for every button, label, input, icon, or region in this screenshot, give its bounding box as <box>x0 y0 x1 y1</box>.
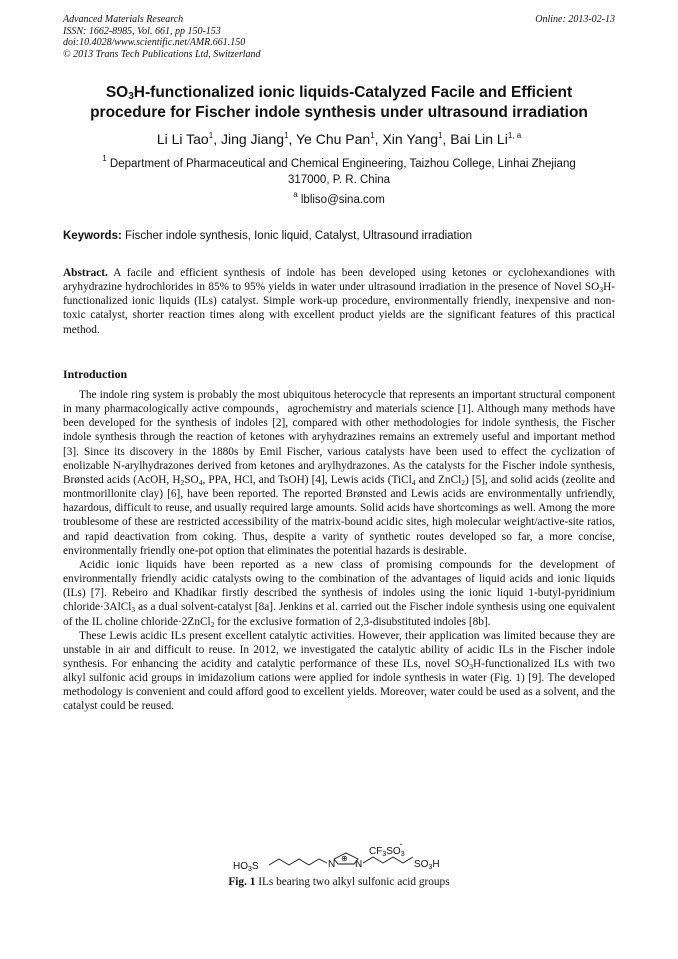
issn-line: ISSN: 1662-8985, Vol. 661, pp 150-153 <box>63 25 221 37</box>
abstract: Abstract. A facile and efficient synthesis of indole has been developed using ketones or cyclohexandiones with aryhydrazine hydrochlorides in 85% to 95% yields in water under ultrasound irradiation in the presence of Novel $SO_3H$-functionalized ionic liquids (ILs) catalyst. Simple work-up procedure, environmentally friendly, inexpensive and non-toxic catalyst, shorter reaction times along with excellent product yields are the significant features of this practical method. <box>63 267 616 336</box>
email-link[interactable]: lbliso@sina.com <box>300 194 385 206</box>
author: Bai Lin Li$^{1, a}$ <box>450 131 522 147</box>
doi-line: doi:10.4028/www.scientific.net/AMR.661.150 <box>63 37 246 48</box>
author: Jing Jiang$^1$ <box>220 131 289 147</box>
author: Xin Yang$^1$ <box>382 131 443 147</box>
paragraph: Acidic ionic liquids have been reported as a new class of promising compounds for the development of environmentally friendly acidic catalysts owing to the combination of the advantages of liquid acids and ionic liquids (ILs) [7]. Rebeiro and Khadikar firstly described the synthesis of indoles using the ionic liquid 1-butyl-pyridinium chloride·3AlCl$_3$ as a dual solvent-catalyst [8a]. Jenkins et al. carried out the Fischer indole synthesis using one equivalent of the IL choline chloride·2ZnCl$_2$ for the exclusive formation of 2,3-disubstituted indoles [8b]. <box>63 558 615 629</box>
author: Ye Chu Pan$^1$ <box>296 131 375 147</box>
nitrogen-2: N <box>355 859 363 870</box>
author: Li Li Tao$^1$ <box>156 131 214 147</box>
right-alkyl-chain <box>363 857 413 863</box>
left-sulfonic-group: $HO_3S$ <box>233 861 259 873</box>
title-line-2: procedure for Fischer indole synthesis under ultrasound irradiation <box>90 104 588 121</box>
journal-header <box>63 14 261 60</box>
copyright-line: © 2013 Trans Tech Publications Ltd, Switzerland <box>63 48 261 60</box>
journal-name: Advanced Materials Research <box>63 14 184 25</box>
plus-charge: ⊕ <box>341 854 348 863</box>
left-alkyl-chain <box>269 859 327 865</box>
triflate-anion: $CF_3SO_3-$ <box>369 843 405 858</box>
nitrogen-1: N <box>328 859 336 870</box>
online-date: Online: 2013-02-13 <box>535 14 615 25</box>
keywords: Keywords: Fischer indole synthesis, Ionic liquid, Catalyst, Ultrasound irradiation <box>63 230 473 242</box>
author-list: Li Li Tao$^1$, Jing Jiang$^1$, Ye Chu Pan$^1$, Xin Yang$^1$, Bai Lin Li$^{1, a}$ <box>156 131 522 147</box>
figure-1-structure <box>233 843 463 873</box>
author-email: $^a$ lbliso@sina.com <box>293 190 385 206</box>
title-line-1: $SO_3H$-functionalized ionic liquids-Catalyzed Facile and Efficient <box>105 84 573 102</box>
paragraph: These Lewis acidic ILs present excellent catalytic activities. However, their application was limited because they are unstable in air and difficult to reuse. In 2012, we investigated the catalytic ability of acidic ILs in the Fischer indole synthesis. For enhancing the acidity and catalytic performance of these ILs, novel $SO_3H$-functionalized ILs with two alkyl sulfonic acid groups in imidazolium cations were applied for indole synthesis in water (Fig. 1) [9]. The developed methodology is convenient and could afford good to excellent yields. Moreover, water could be used as a solvent, and the catalyst could be reused. <box>63 629 615 713</box>
affiliation: $^1$ Department of Pharmaceutical and Chemical Engineering, Taizhou College, Linhai Zhejiang 317000, P. R. China <box>102 154 576 186</box>
paper-title <box>63 83 615 123</box>
introduction-body <box>63 388 615 714</box>
section-heading-introduction: Introduction <box>63 367 128 381</box>
figure-1-caption: Fig. 1 ILs bearing two alkyl sulfonic acid groups <box>228 876 450 888</box>
right-sulfonic-group: $SO_3H$ <box>414 859 440 871</box>
paragraph: The indole ring system is probably the most ubiquitous heterocycle that represents an important structural component in many pharmacologically active compounds，agrochemistry and materials science [1]. Although many methods have been developed for the synthesis of indoles [2], compared with other methodologies for indole synthesis, the Fischer indole synthesis through the reaction of ketones with aryhydrazines remains an extremely useful and important method [3]. Since its discovery in the 1880s by Emil Fischer, various catalysts have been used to effect the cyclization of enolizable N-arylhydrazones derived from ketones and arylhydrazones. As the catalysts for the Fischer indole synthesis, Brønsted acids (AcOH, $H_2SO_4$, PPA, HCl, and TsOH) [4], Lewis acids (TiCl$_4$ and ZnCl$_2$) [5], and solid acids (zeolite and montmorillonite clay) [6], have been reported. The reported Brønsted and Lewis acids are environmentally unfriendly, hazardous, difficult to reuse, and usually required large amounts. Solid acids have shortcomings as well. Among the more troublesome of these are restricted accessibility of the matrix-bound acidic sites, high molecular weight/active-site ratios, and rapid deactivation from coking. Thus, despite a varity of synthetic routes developed so far, a more concise, environmentally friendly one-pot option that eliminates the potential hazards is desirable. <box>63 389 615 557</box>
